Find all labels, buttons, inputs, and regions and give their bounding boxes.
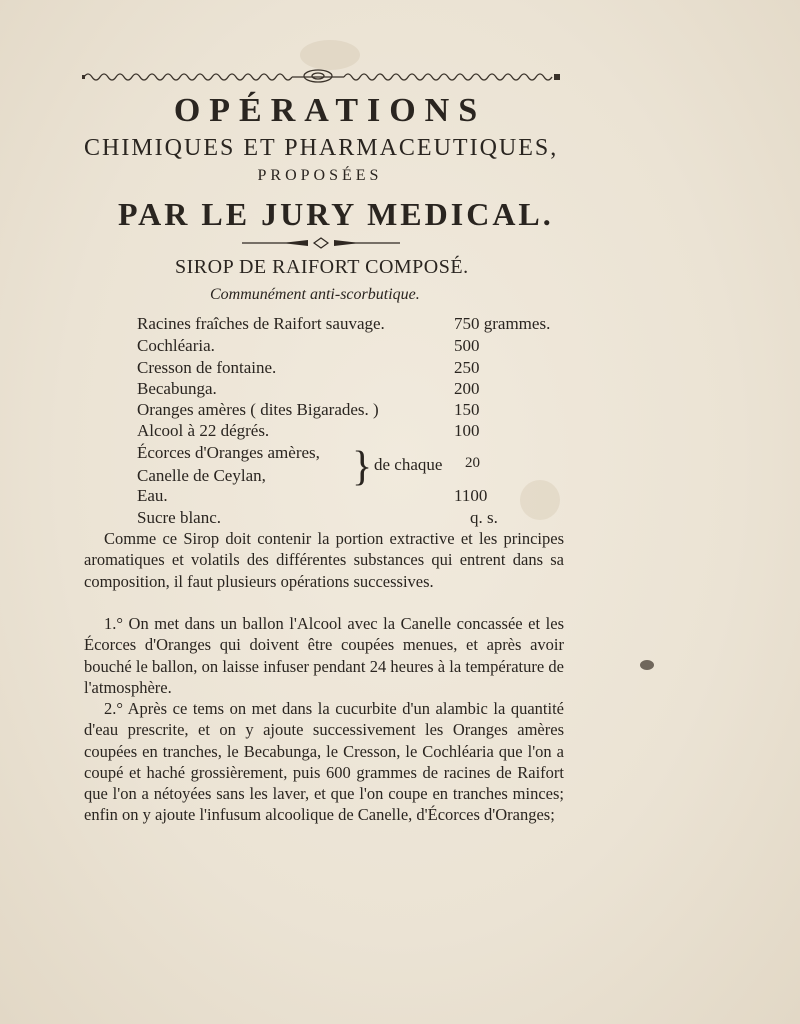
- ingredient-qty: 250: [454, 358, 480, 377]
- ingredient-name: Becabunga.: [137, 379, 217, 398]
- ingredient-qty: 750 grammes.: [454, 314, 551, 333]
- ingredient-qty: q. s.: [470, 508, 498, 527]
- ingredient-qty: 100: [454, 421, 480, 440]
- ingredient-name: Canelle de Ceylan,: [137, 466, 266, 485]
- ingredient-name: Cresson de fontaine.: [137, 358, 277, 377]
- ingredient-name: Alcool à 22 dégrés.: [137, 421, 270, 440]
- ingredient-qty: 150: [454, 400, 480, 419]
- heading-chimiques: CHIMIQUES ET PHARMACEUTIQUES,: [84, 135, 559, 161]
- heading-proposees: PROPOSÉES: [257, 167, 383, 184]
- group-label: de chaque: [374, 455, 443, 474]
- ingredient-qty: 500: [454, 336, 480, 355]
- ingredient-qty: 1100: [454, 486, 488, 505]
- ingredient-name: Cochléaria.: [137, 336, 215, 355]
- recipe-subtitle: Communément anti-scorbutique.: [210, 286, 420, 303]
- heading-operations: OPÉRATIONS: [173, 92, 487, 129]
- paragraph-step-2: 2.° Après ce tems on met dans la cucurbite d'un alambic la quantité d'eau prescrite, et on y ajoute successivement les Oranges amères coupées en tranches, le Becabunga, le Cresson, le Cochléaria que l'on a coupé et haché grossièrement, puis 600 grammes de racines de Raifort que l'on a nétoyées sans les laver, et que l'on coupe en tranches minces; enfin on y ajoute l'infusum alcoolique de Canelle, d'Écorces d'Oranges;: [84, 699, 564, 825]
- divider-ornament: [242, 236, 400, 250]
- ingredient-qty: 200: [454, 379, 480, 398]
- ingredient-name: Oranges amères ( dites Bigarades. ): [137, 400, 379, 419]
- ingredient-name: Écorces d'Oranges amères,: [137, 443, 320, 462]
- grouping-brace: }: [352, 444, 373, 490]
- heading-jury-medical: PAR LE JURY MEDICAL.: [118, 196, 554, 232]
- group-qty: 20: [465, 455, 480, 471]
- recipe-title: SIROP DE RAIFORT COMPOSÉ.: [175, 256, 469, 278]
- ornament-band-decoration: [82, 68, 562, 86]
- ingredient-name: Sucre blanc.: [137, 508, 222, 527]
- paragraph-step-1: 1.° On met dans un ballon l'Alcool avec la Canelle concassée et les Écorces d'Oranges qui doivent être coupées menues, et après avoir bouché le ballon, on laisse infuser pendant 24 heures à la température de l'atmosphère.: [84, 614, 564, 697]
- paragraph-intro: Comme ce Sirop doit contenir la portion extractive et les principes aromatiques et volatils des différentes substances qui entrent dans sa composition, il faut plusieurs opérations successives.: [84, 529, 564, 591]
- ingredient-name: Racines fraîches de Raifort sauvage.: [137, 314, 385, 333]
- ingredient-name: Eau.: [137, 486, 168, 505]
